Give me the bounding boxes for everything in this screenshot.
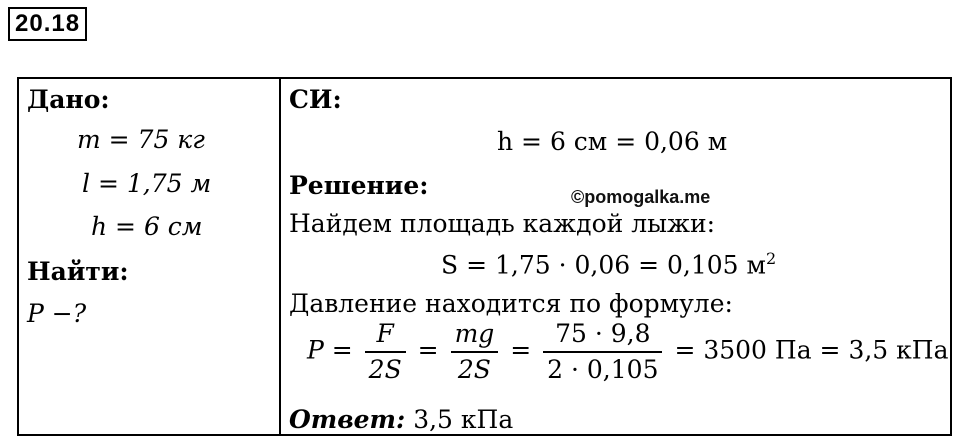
step1-text: Найдем площадь каждой лыжи:	[289, 209, 716, 238]
fraction-2-numerator: mg	[451, 317, 499, 353]
given-length: l = 1,75 м	[82, 169, 212, 198]
answer-label: Ответ:	[289, 405, 406, 434]
formula-rhs: = 3500 Па = 3,5 кПа	[674, 335, 949, 365]
step1-formula-sup: 2	[765, 249, 777, 268]
fraction-3-numerator: 75 · 9,8	[543, 317, 662, 353]
formula-eq1: =	[417, 335, 439, 365]
fraction-3	[543, 317, 662, 387]
problem-number: 20.18	[8, 7, 87, 41]
solution-header: Решение:	[289, 171, 429, 200]
fraction-1-denominator: 2S	[368, 355, 402, 384]
answer-value: 3,5 кПа	[413, 405, 514, 434]
fraction-3-denominator: 2 · 0,105	[547, 355, 659, 384]
formula-eq2: =	[510, 335, 532, 365]
answer-line	[289, 405, 513, 434]
column-divider	[279, 79, 281, 434]
step1-formula	[441, 249, 776, 279]
fraction-2-denominator: 2S	[457, 355, 491, 384]
fraction-1	[365, 317, 406, 387]
find-value: P −?	[27, 299, 87, 328]
si-conversion: h = 6 см = 0,06 м	[497, 127, 728, 156]
fraction-2	[451, 317, 499, 387]
given-mass: m = 75 кг	[77, 125, 205, 154]
given-height: h = 6 см	[91, 212, 203, 241]
solution-table	[17, 77, 952, 436]
pressure-formula	[307, 317, 949, 387]
step2-text: Давление находится по формуле:	[289, 289, 733, 318]
given-header: Дано:	[27, 85, 110, 114]
find-header: Найти:	[27, 257, 129, 286]
si-header: СИ:	[289, 85, 342, 114]
step1-formula-text: S = 1,75 · 0,06 = 0,105 м	[441, 250, 766, 280]
fraction-1-numerator: F	[365, 317, 406, 353]
formula-lhs: P =	[307, 335, 353, 365]
watermark: ©pomogalka.me	[571, 187, 711, 207]
